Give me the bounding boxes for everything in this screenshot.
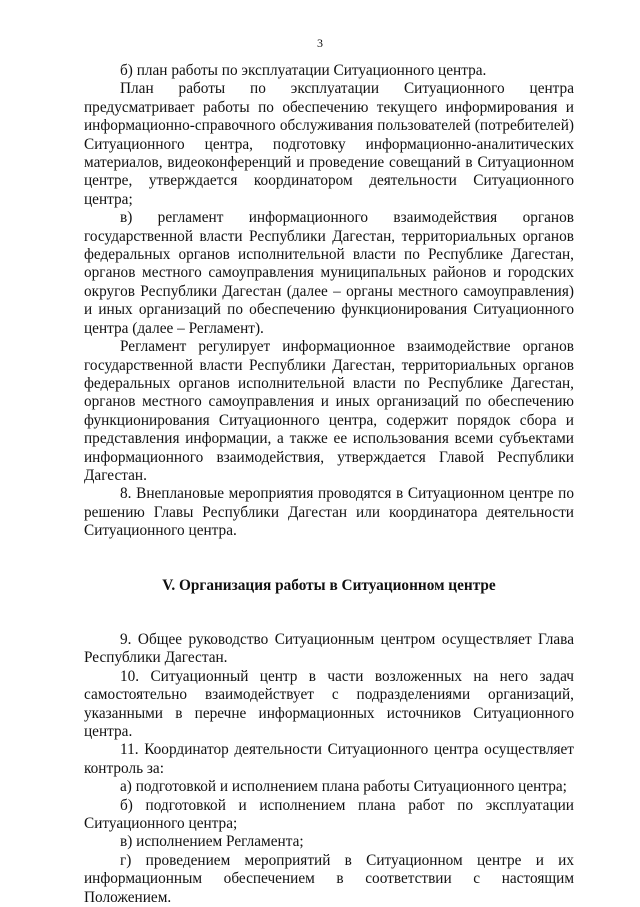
list-item-c: в) исполнением Регламента; <box>120 833 304 851</box>
paragraph-10: 10. Ситуационный центр в части возложенных на него задач самостоятельно взаимодействует с подразделениями организаций, указанными в перечне информационных источников Ситуационного центра. <box>84 667 574 740</box>
paragraph-reglament-item-c: в) регламент информационного взаимодействия органов государственной власти Республики Дагестан, территориальных органов федеральных органов исполнительной власти по Республике Дагестан, органов местного самоуправления муниципальных районов и городских округов Республики Дагестан (далее – органы местного самоуправления) и иных организаций по обеспечению функционирования Ситуационного центра (далее – Регламент). <box>84 209 574 337</box>
section-heading: V. Организация работы в Ситуационном центре <box>162 576 496 594</box>
paragraph-plan-item-b: б) план работы по эксплуатации Ситуационного центра. <box>120 62 487 79</box>
paragraph-9: 9. Общее руководство Ситуационным центром осуществляет Глава Республики Дагестан. <box>84 630 574 667</box>
paragraph-reglament-description: Регламент регулирует информационное взаимодействие органов государственной власти Республики Дагестан, территориальных органов федеральных органов исполнительной власти по Республике Дагестан, органов местного самоуправления и иных организаций по обеспечению функционирования Ситуационного центра, содержит порядок сбора и представления информации, а также ее использования всеми субъектами информационного взаимодействия, утверждается Главой Республики Дагестан. <box>84 338 574 484</box>
list-item-d: г) проведением мероприятий в Ситуационном центре и их информационным обеспечением в соответствии с настоящим Положением. <box>84 851 574 906</box>
paragraph-8: 8. Внеплановые мероприятия проводятся в Ситуационном центре по решению Главы Республики Дагестан или координатора деятельности Ситуационного центра. <box>84 485 574 540</box>
paragraph-11: 11. Координатор деятельности Ситуационного центра осуществляет контроль за: <box>84 741 574 777</box>
list-item-b: б) подготовкой и исполнением плана работ по эксплуатации Ситуационного центра; <box>84 796 574 833</box>
page-number: 3 <box>317 36 323 50</box>
document-body <box>84 62 574 907</box>
list-item-a: а) подготовкой и исполнением плана работы Ситуационного центра; <box>120 778 567 796</box>
paragraph-plan-description: План работы по эксплуатации Ситуационного центра предусматривает работы по обеспечению текущего информирования и информационно-справочного обслуживания пользователей (потребителей) Ситуационного центра, подготовку информационно-аналитических материалов, видеоконференций и проведение совещаний в Ситуационном центре, утверждается координатором деятельности Ситуационного центра; <box>84 80 574 208</box>
